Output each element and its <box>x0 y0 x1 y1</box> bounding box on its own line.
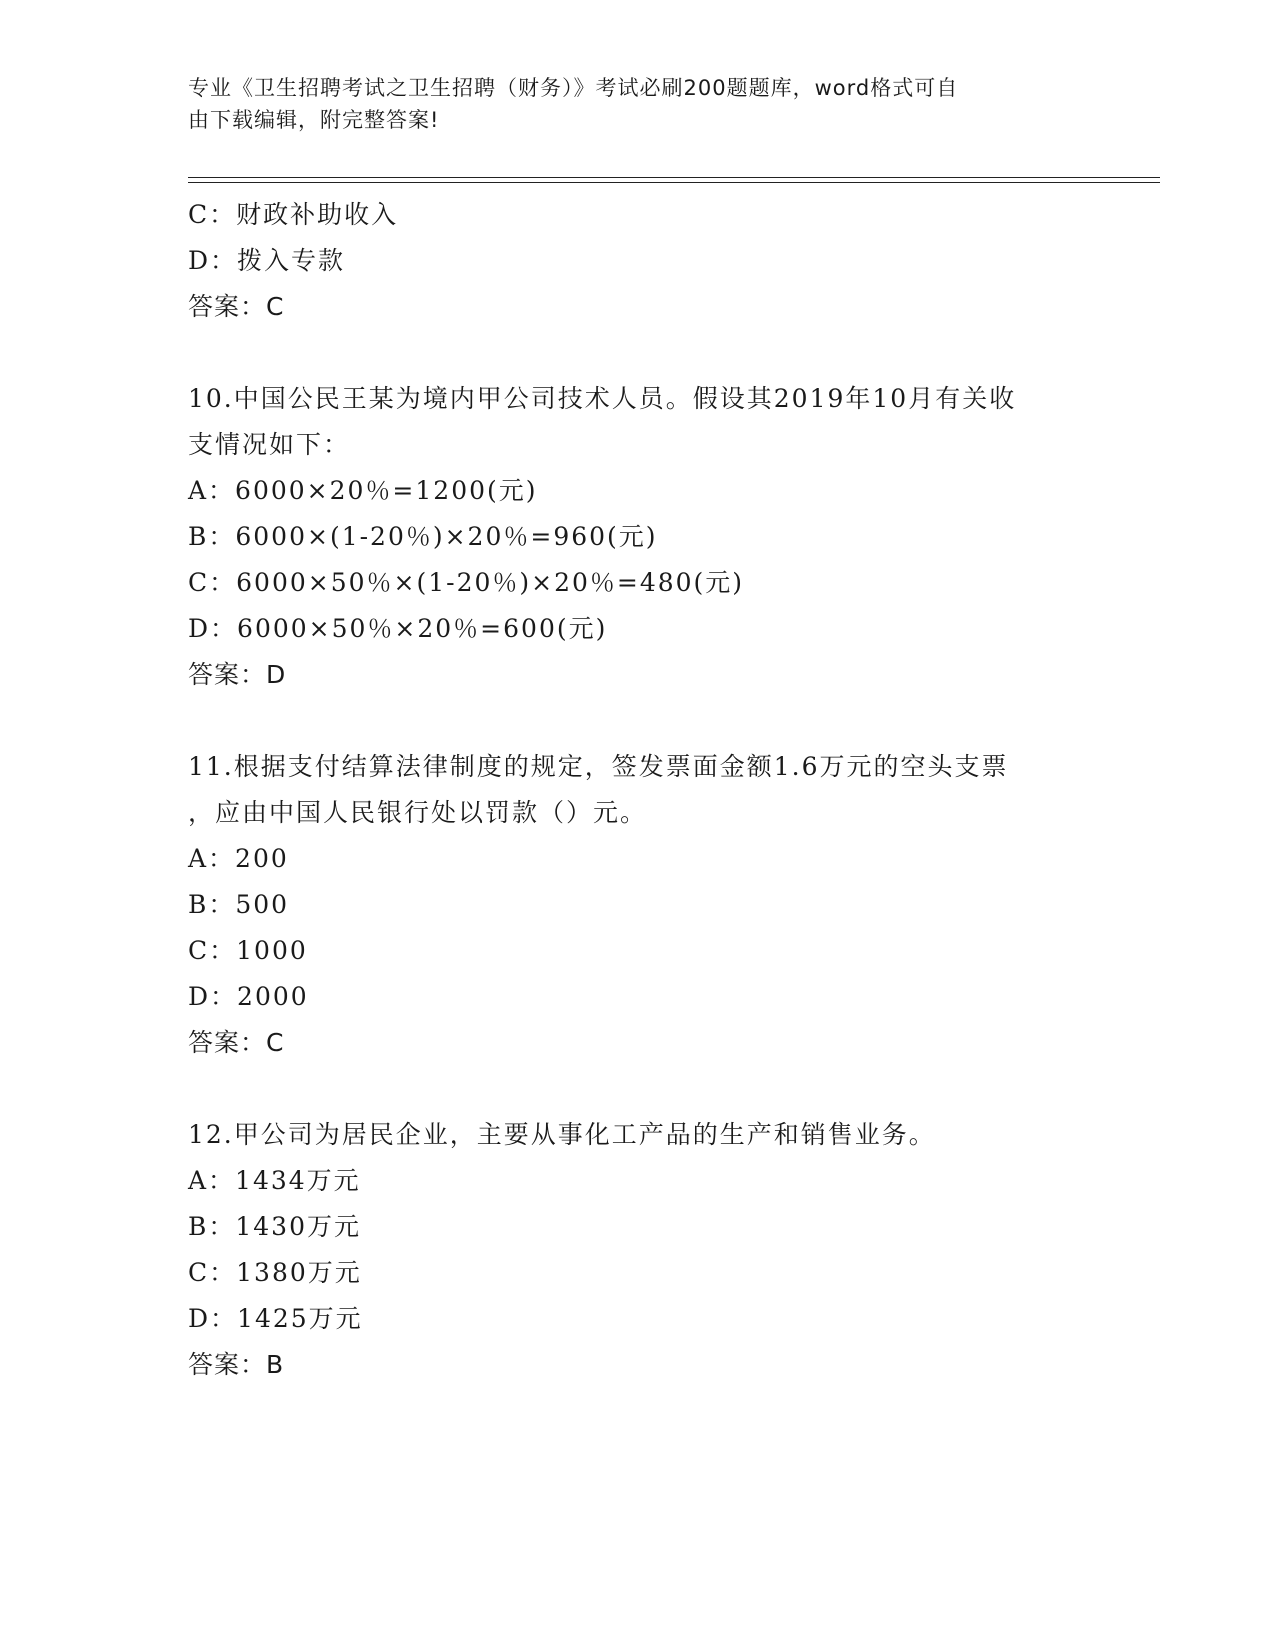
question-text-line-2: 支情况如下： <box>188 430 351 459</box>
answer-line: 答案：C <box>188 1028 285 1057</box>
question-10 <box>188 376 1088 698</box>
option-a: A：1434万元 <box>188 1166 361 1195</box>
option-c: C：1000 <box>188 936 308 965</box>
question-12 <box>188 1112 1088 1388</box>
option-b: B：500 <box>188 890 290 919</box>
option-d: D：1425万元 <box>188 1304 363 1333</box>
header-divider-bottom <box>188 182 1160 183</box>
header-line-2: 由下载编辑，附完整答案! <box>188 108 440 132</box>
document-body <box>188 192 1088 1388</box>
answer-line: 答案：C <box>188 292 285 321</box>
option-b: B：1430万元 <box>188 1212 361 1241</box>
option-c: C：财政补助收入 <box>188 200 399 229</box>
question-spacer <box>188 330 1088 376</box>
option-d: D：6000×50％×20％=600(元) <box>188 614 608 643</box>
question-text-line-2: ，应由中国人民银行处以罚款（）元。 <box>188 798 648 827</box>
question-text-line-1: 11.根据支付结算法律制度的规定，签发票面金额1.6万元的空头支票 <box>188 752 1009 781</box>
option-b: B：6000×(1-20％)×20％=960(元) <box>188 522 658 551</box>
question-text-line-1: 10.中国公民王某为境内甲公司技术人员。假设其2019年10月有关收 <box>188 384 1017 413</box>
option-a: A：6000×20％=1200(元) <box>188 476 538 505</box>
answer-line: 答案：B <box>188 1350 285 1379</box>
option-c: C：6000×50％×(1-20％)×20％=480(元) <box>188 568 745 597</box>
question-text-line-1: 12.甲公司为居民企业，主要从事化工产品的生产和销售业务。 <box>188 1120 936 1149</box>
option-d: D：2000 <box>188 982 309 1011</box>
question-spacer <box>188 698 1088 744</box>
header-divider-top <box>188 177 1160 178</box>
question-9-continued <box>188 192 1088 330</box>
option-c: C：1380万元 <box>188 1258 362 1287</box>
header-line-1: 专业《卫生招聘考试之卫生招聘（财务）》考试必刷200题题库，word格式可自 <box>188 76 959 100</box>
question-11 <box>188 744 1088 1066</box>
option-d: D：拨入专款 <box>188 246 346 275</box>
question-spacer <box>188 1066 1088 1112</box>
document-header <box>188 72 1088 136</box>
answer-line: 答案：D <box>188 660 287 689</box>
option-a: A：200 <box>188 844 289 873</box>
